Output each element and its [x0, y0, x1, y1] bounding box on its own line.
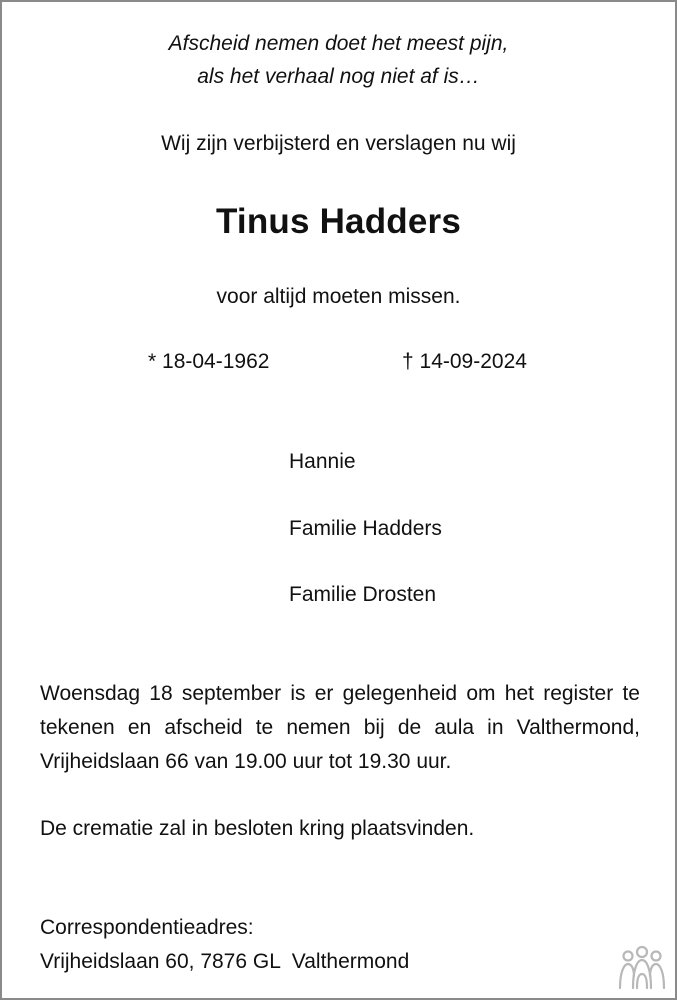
birth-date: 18-04-1962: [162, 350, 270, 373]
death-date: 14-09-2024: [419, 350, 527, 373]
family-member-3: Familie Drosten: [289, 583, 437, 606]
visitation-line-3: Vrijheidslaan 66 van 19.00 uur tot 19.30 uur.: [40, 750, 452, 773]
birth-symbol: *: [148, 350, 157, 373]
cremation-note: De crematie zal in besloten kring plaatsvinden.: [40, 817, 475, 840]
death-symbol: †: [402, 350, 414, 373]
visitation-line-1: Woensdag 18 september is er gelegenheid om het register te: [40, 682, 640, 705]
visitation-paragraph: [40, 677, 640, 779]
correspondence-address: Vrijheidslaan 60, 7876 GL Valthermond: [40, 950, 410, 973]
birth-date-group: [148, 348, 269, 376]
intro-text: Wij zijn verbijsterd en verslagen nu wij: [161, 132, 516, 155]
outro-text: voor altijd moeten missen.: [216, 285, 461, 308]
deceased-name: Tinus Hadders: [215, 202, 462, 241]
motto-line-2: als het verhaal nog niet af is…: [197, 65, 480, 88]
correspondence-label: Correspondentieadres:: [40, 916, 254, 939]
motto-line-1: Afscheid nemen doet het meest pijn,: [168, 32, 509, 55]
death-date-group: [402, 348, 527, 376]
family-member-1: Hannie: [289, 450, 356, 473]
people-group-icon: [616, 944, 668, 990]
family-member-2: Familie Hadders: [289, 517, 442, 540]
visitation-line-2: tekenen en afscheid te nemen bij de aula in Valthermond,: [40, 716, 640, 739]
